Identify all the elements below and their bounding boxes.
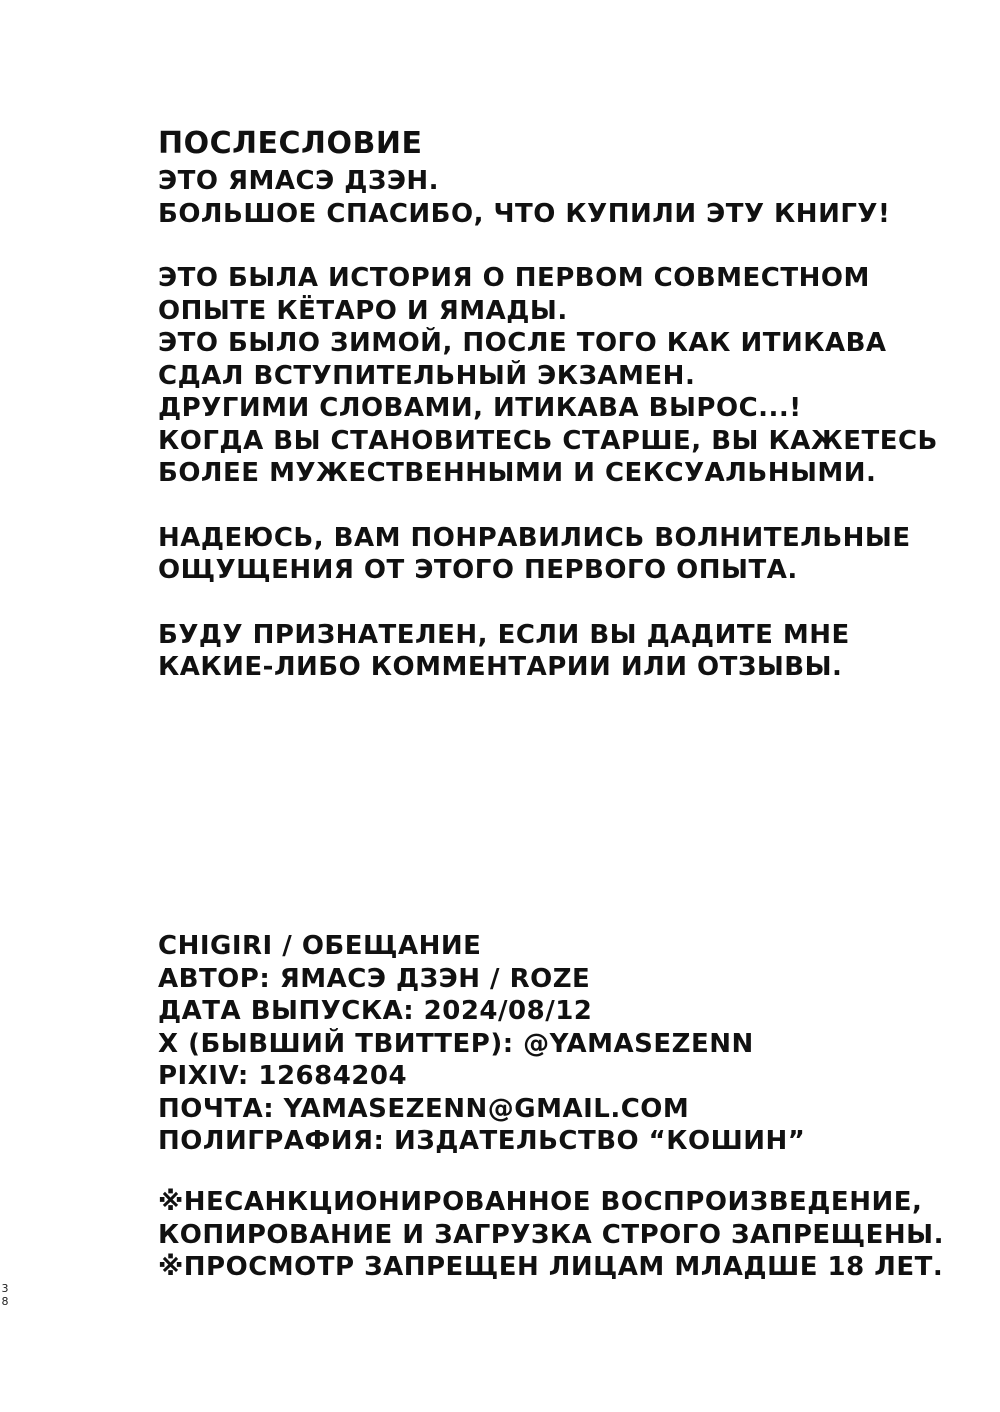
afterword-paragraph [158, 619, 958, 684]
afterword-paragraph [158, 165, 958, 230]
text-line: КАКИЕ-ЛИБО КОММЕНТАРИИ ИЛИ ОТЗЫВЫ. [158, 652, 843, 682]
text-line: БУДУ ПРИЗНАТЕЛЕН, ЕСЛИ ВЫ ДАДИТЕ МНЕ [158, 619, 850, 650]
text-line: ЭТО ЯМАСЭ ДЗЭН. [158, 166, 440, 196]
text-line: НАДЕЮСЬ, ВАМ ПОНРАВИЛИСЬ ВОЛНИТЕЛЬНЫЕ [158, 522, 911, 553]
copyright-notices [158, 1186, 958, 1284]
notice-line: ※НЕСАНКЦИОНИРОВАННОЕ ВОСПРОИЗВЕДЕНИЕ, [158, 1187, 923, 1217]
page-number [0, 1282, 10, 1308]
credit-author: АВТОР: ЯМАСЭ ДЗЭН / ROZE [158, 963, 591, 994]
afterword-title: ПОСЛЕСЛОВИЕ [158, 126, 423, 161]
text-line: ЭТО БЫЛО ЗИМОЙ, ПОСЛЕ ТОГО КАК ИТИКАВА [158, 328, 887, 358]
credit-release-date: ДАТА ВЫПУСКА: 2024/08/12 [158, 996, 593, 1026]
text-line: ОЩУЩЕНИЯ ОТ ЭТОГО ПЕРВОГО ОПЫТА. [158, 555, 798, 585]
text-line: СДАЛ ВСТУПИТЕЛЬНЫЙ ЭКЗАМЕН. [158, 360, 696, 391]
text-line: БОЛЕЕ МУЖЕСТВЕННЫМИ И СЕКСУАЛЬНЫМИ. [158, 458, 877, 488]
notice-line: ※ПРОСМОТР ЗАПРЕЩЕН ЛИЦАМ МЛАДШЕ 18 ЛЕТ. [158, 1252, 944, 1282]
notice-line: КОПИРОВАНИЕ И ЗАГРУЗКА СТРОГО ЗАПРЕЩЕНЫ. [158, 1219, 944, 1250]
page-number-digit: 3 [1, 1282, 9, 1295]
afterword-body [158, 165, 958, 684]
text-line: ДРУГИМИ СЛОВАМИ, ИТИКАВА ВЫРОС...! [158, 393, 802, 423]
afterword-paragraph [158, 262, 958, 490]
page-number-digit: 8 [1, 1295, 9, 1308]
credit-pixiv: PIXIV: 12684204 [158, 1061, 408, 1091]
text-line: КОГДА ВЫ СТАНОВИТЕСЬ СТАРШЕ, ВЫ КАЖЕТЕСЬ [158, 425, 938, 456]
colophon-credits [158, 930, 958, 1158]
credit-email: ПОЧТА: YAMASEZENN@GMAIL.COM [158, 1093, 690, 1124]
credit-twitter: X (БЫВШИЙ ТВИТТЕР): @YAMASEZENN [158, 1028, 754, 1059]
text-line: БОЛЬШОЕ СПАСИБО, ЧТО КУПИЛИ ЭТУ КНИГУ! [158, 198, 891, 229]
text-line: ЭТО БЫЛА ИСТОРИЯ О ПЕРВОМ СОВМЕСТНОМ [158, 263, 870, 293]
credit-printing: ПОЛИГРАФИЯ: ИЗДАТЕЛЬСТВО “КОШИН” [158, 1126, 806, 1156]
credit-title: CHIGIRI / ОБЕЩАНИЕ [158, 931, 482, 961]
afterword-paragraph [158, 522, 958, 587]
text-line: ОПЫТЕ КЁТАРО И ЯМАДЫ. [158, 295, 568, 326]
